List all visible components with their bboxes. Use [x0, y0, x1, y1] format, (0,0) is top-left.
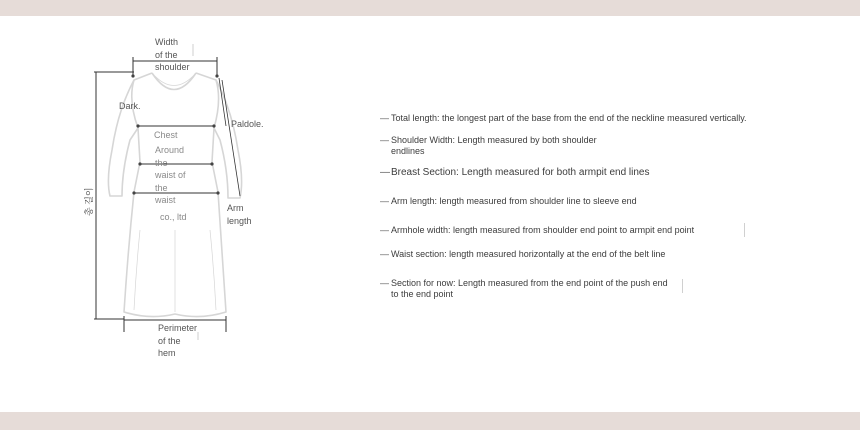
label-paldole: Paldole.	[231, 119, 264, 129]
label-hem-perimeter: Perimeter of the hem	[158, 323, 198, 358]
label-shoulder-width: Width of the shoulder	[155, 37, 190, 72]
label-chest: Chest	[154, 130, 178, 140]
label-around-waist: Around the waist of the waist	[155, 145, 186, 205]
definition-armhole-width: — Armhole width: length measured from shoulder end point to armpit end point	[380, 225, 695, 235]
definition-total-length: — Total length: the longest part of the base from the end of the neckline measured vertically.	[380, 113, 747, 123]
divider-tick	[744, 223, 745, 237]
label-arm-length: Arm length	[227, 203, 252, 226]
definition-shoulder-width: — Shoulder Width: Length measured by both shoulder endlines	[380, 135, 597, 156]
arm-length-line	[222, 80, 240, 196]
definition-hem-section: — Section for now: Length measured from the end point of the push end to the end point	[380, 278, 668, 299]
label-total-length: 총 길이	[84, 187, 94, 216]
definition-breast-section: — Breast Section: Length measured for both armpit end lines	[380, 167, 650, 178]
label-company: co., ltd	[160, 212, 187, 222]
bottom-band	[0, 412, 860, 430]
dress-measurement-diagram	[0, 16, 360, 412]
definition-waist-section: — Waist section: length measured horizontally at the end of the belt line	[380, 249, 666, 259]
divider-tick	[682, 279, 683, 293]
label-dark: Dark.	[119, 101, 141, 111]
definition-arm-length: — Arm length: length measured from shoulder line to sleeve end	[380, 196, 637, 206]
top-band	[0, 0, 860, 16]
